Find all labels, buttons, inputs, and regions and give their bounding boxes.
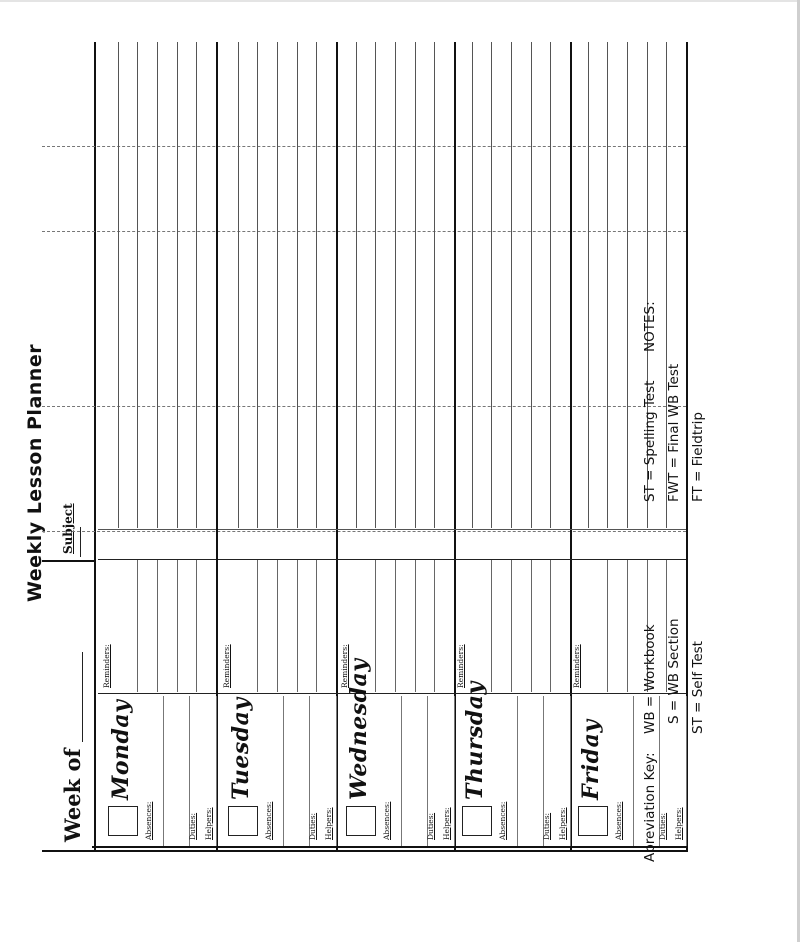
ruled-line (395, 42, 396, 528)
ruled-line (137, 42, 138, 528)
key-label: Abreviation Key: (642, 752, 658, 862)
day-name-tuesday: Tuesday (228, 697, 254, 800)
day-name-wednesday: Wednesday (346, 658, 372, 800)
subject-divider-line (336, 559, 454, 560)
helpers-label: Helpers: (674, 807, 683, 840)
page-title: Weekly Lesson Planner (24, 343, 46, 602)
ruled-line (607, 42, 608, 528)
reminders-divider (218, 693, 336, 694)
ruled-line (511, 42, 512, 528)
ruled-line (257, 42, 258, 528)
key-item-1: WB = Workbook (642, 624, 658, 734)
lesson-planner-page (6, 42, 718, 902)
absences-label: Absences: (614, 801, 623, 840)
ruled-line (491, 42, 492, 528)
subject-label: Subject (61, 503, 75, 554)
reminder-line (277, 560, 278, 692)
ruled-line (157, 42, 158, 528)
ruled-line (588, 42, 589, 528)
subject-inner-line (452, 529, 570, 530)
key-item-5: FWT = Final WB Test (666, 363, 682, 502)
ruled-line (316, 42, 317, 528)
field-line (216, 696, 217, 846)
reminder-line (434, 560, 435, 692)
reminder-line (491, 560, 492, 692)
reminder-line (375, 560, 376, 692)
ruled-line (550, 42, 551, 528)
reminder-line (531, 560, 532, 692)
field-line (570, 696, 571, 846)
ruled-line (297, 42, 298, 528)
helpers-label: Helpers: (442, 807, 451, 840)
field-line (454, 696, 455, 846)
field-line (633, 696, 634, 846)
dashed-column-2 (42, 406, 686, 407)
subject-divider-line (98, 559, 216, 560)
reminder-line (627, 560, 628, 692)
ruled-line (627, 42, 628, 528)
ruled-line (415, 42, 416, 528)
reminder-line (316, 560, 317, 692)
reminder-line (297, 560, 298, 692)
reminder-line (137, 560, 138, 692)
duties-label: Duties: (308, 812, 317, 840)
ruled-line (118, 42, 119, 528)
reminder-line (550, 560, 551, 692)
dashed-column-3 (42, 231, 686, 232)
ruled-line (375, 42, 376, 528)
reminder-line (157, 560, 158, 692)
reminders-label: Reminders: (456, 644, 465, 688)
ruled-line (472, 42, 473, 528)
key-item-3: ST = Self Test (690, 641, 706, 734)
day-name-friday: Friday (578, 719, 604, 800)
field-line (336, 696, 337, 846)
ruled-line (277, 42, 278, 528)
key-item-2: S = WB Section (666, 618, 682, 724)
reminder-line (177, 560, 178, 692)
reminders-divider (98, 693, 216, 694)
week-of-label: Week of (60, 748, 85, 842)
absences-label: Absences: (498, 801, 507, 840)
helpers-label: Helpers: (324, 807, 333, 840)
day-checkbox-thursday[interactable] (462, 806, 492, 836)
reminder-line (257, 560, 258, 692)
subject-inner-line (98, 529, 216, 530)
reminder-line (415, 560, 416, 692)
duties-label: Duties: (658, 812, 667, 840)
helpers-label: Helpers: (558, 807, 567, 840)
day-checkbox-tuesday[interactable] (228, 806, 258, 836)
field-line (517, 696, 518, 846)
field-line (401, 696, 402, 846)
day-checkbox-monday[interactable] (108, 806, 138, 836)
subject-divider-line (568, 559, 686, 560)
ruled-line (196, 42, 197, 528)
day-checkbox-wednesday[interactable] (346, 806, 376, 836)
reminder-line (395, 560, 396, 692)
field-line (163, 696, 164, 846)
absences-label: Absences: (382, 801, 391, 840)
reminders-label: Reminders: (102, 644, 111, 688)
absences-label: Absences: (264, 801, 273, 840)
absences-label: Absences: (144, 801, 153, 840)
grid-left-border (42, 850, 686, 852)
reminder-line (511, 560, 512, 692)
day-name-thursday: Thursday (462, 681, 488, 800)
scan-top-edge (0, 0, 800, 2)
duties-label: Duties: (188, 812, 197, 840)
field-line (686, 696, 687, 846)
notes-label: NOTES: (642, 301, 658, 352)
ruled-line (356, 42, 357, 528)
ruled-line (531, 42, 532, 528)
day-checkbox-friday[interactable] (578, 806, 608, 836)
subject-inner-line (336, 529, 454, 530)
day-name-monday: Monday (108, 699, 134, 800)
ruled-line (238, 42, 239, 528)
header-bottom-line (94, 42, 96, 852)
helpers-label: Helpers: (204, 807, 213, 840)
ruled-line (177, 42, 178, 528)
duties-label: Duties: (542, 812, 551, 840)
dashed-column-1 (42, 531, 686, 532)
reminders-label: Reminders: (222, 644, 231, 688)
ruled-line (434, 42, 435, 528)
reminder-line (196, 560, 197, 692)
grid-left-inner-border (92, 846, 686, 848)
subject-inner-line (218, 529, 336, 530)
subject-divider-line (452, 559, 570, 560)
dashed-column-4 (42, 146, 686, 147)
reminder-line (607, 560, 608, 692)
subject-inner-line (568, 529, 686, 530)
reminders-label: Reminders: (340, 644, 349, 688)
key-item-6: FT = Fieldtrip (690, 412, 706, 502)
subject-divider-line (218, 559, 336, 560)
duties-label: Duties: (426, 812, 435, 840)
reminders-label: Reminders: (572, 644, 581, 688)
key-item-4: ST = Spelling Test (642, 380, 658, 502)
field-line (283, 696, 284, 846)
